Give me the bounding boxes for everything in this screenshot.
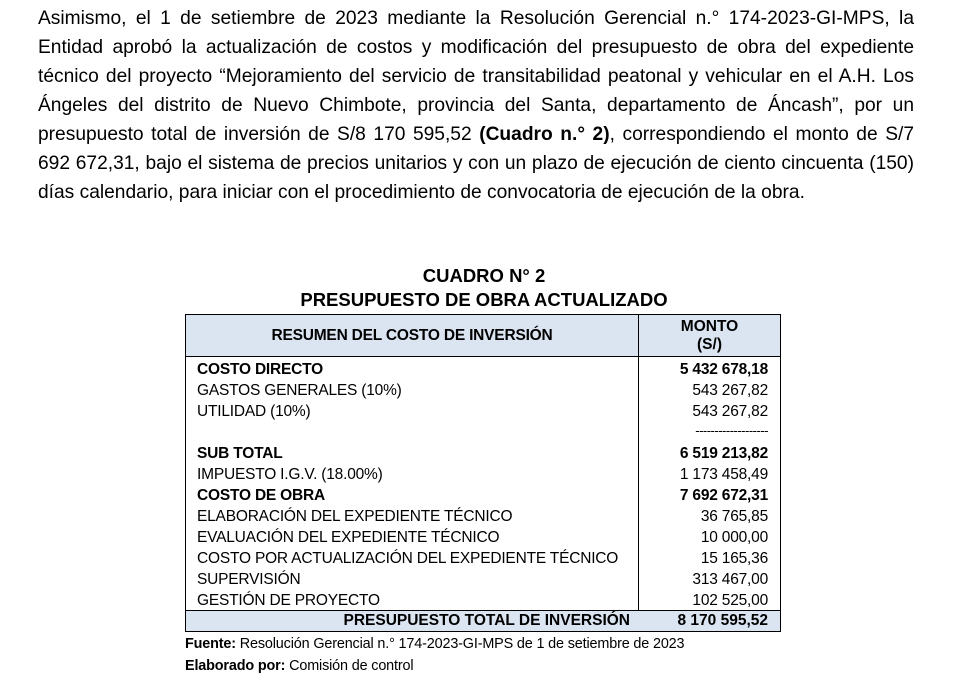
- row-value: 7 692 672,31: [679, 487, 768, 504]
- source-text: Resolución Gerencial n.° 174-2023-GI-MPS de 1 de setiembre de 2023: [235, 636, 685, 652]
- row-value: 5 432 678,18: [679, 361, 768, 378]
- row-label: EVALUACIÓN DEL EXPEDIENTE TÉCNICO: [197, 529, 500, 546]
- row-label: COSTO DIRECTO: [197, 361, 324, 378]
- row-value: 15 165,36: [700, 550, 768, 567]
- body-paragraph: [38, 4, 914, 207]
- row-label: COSTO POR ACTUALIZACIÓN DEL EXPEDIENTE TÉCNICO: [197, 550, 619, 567]
- cuadro-title: CUADRO N° 2: [422, 265, 546, 286]
- row-label: GASTOS GENERALES (10%): [197, 382, 402, 399]
- table-row: [186, 380, 780, 401]
- author-label: Elaborado por:: [185, 658, 286, 674]
- total-row: [186, 610, 780, 631]
- table-row: [186, 464, 780, 485]
- table-row: [186, 401, 780, 422]
- table-row: [186, 590, 780, 611]
- separator-row: [186, 423, 780, 439]
- budget-table: [185, 314, 781, 632]
- row-label: IMPUESTO I.G.V. (18.00%): [197, 466, 383, 483]
- header-amount-line1: MONTO: [680, 318, 739, 335]
- cuadro-subtitle: PRESUPUESTO DE OBRA ACTUALIZADO: [300, 289, 668, 310]
- row-value: 6 519 213,82: [679, 445, 768, 462]
- table-row: [186, 443, 780, 464]
- table-row: [186, 506, 780, 527]
- table-row: [186, 569, 780, 590]
- paragraph-cuadro-reference: (Cuadro n.° 2): [479, 124, 610, 145]
- paragraph-text-part1: Asimismo, el 1 de setiembre de 2023 mediante la Resolución Gerencial n.° 174-2023-GI-MPS, la Entidad aprobó la actualización de costos y modificación del presupuesto de obra del expediente técnico del proyecto “Mejoramiento del servicio de transitabilidad peatonal y vehicular en el A.H. Los Ángeles del distrito de Nuevo Chimbote, provincia del Santa, departamento de Áncash”, por un presupuesto total de inversión de S/8 170 595,52: [38, 8, 914, 145]
- row-value: 543 267,82: [692, 382, 768, 399]
- row-label: UTILIDAD (10%): [197, 403, 311, 420]
- row-value: 10 000,00: [700, 529, 768, 546]
- row-value: 102 525,00: [692, 592, 768, 609]
- header-amount-line2: (S/): [697, 336, 722, 353]
- total-label: PRESUPUESTO TOTAL DE INVERSIÓN: [343, 612, 630, 629]
- source-note: [185, 634, 684, 654]
- row-value: 543 267,82: [692, 403, 768, 420]
- dashed-separator: -------------------: [695, 423, 768, 438]
- table-row: [186, 548, 780, 569]
- row-value: 313 467,00: [692, 571, 768, 588]
- header-concept: RESUMEN DEL COSTO DE INVERSIÓN: [271, 326, 553, 344]
- table-row: [186, 527, 780, 548]
- total-value: 8 170 595,52: [677, 612, 768, 629]
- header-amount: [638, 315, 780, 356]
- source-label: Fuente:: [185, 636, 236, 652]
- table-row: [186, 359, 780, 380]
- row-label: ELABORACIÓN DEL EXPEDIENTE TÉCNICO: [197, 508, 513, 525]
- author-text: Comisión de control: [285, 658, 414, 674]
- row-label: SUB TOTAL: [197, 445, 283, 462]
- row-value: 1 173 458,49: [679, 466, 768, 483]
- paragraph-text-part2: , correspondiendo el monto de S/7 692 672,31, bajo el sistema de precios unitarios y con un plazo de ejecución de ciento cincuenta (150) días calendario, para iniciar con el procedimiento de convocatoria de ejecución de la obra.: [38, 124, 914, 203]
- author-note: [185, 656, 413, 676]
- row-label: GESTIÓN DE PROYECTO: [197, 592, 380, 609]
- row-label: SUPERVISIÓN: [197, 571, 301, 588]
- row-label: COSTO DE OBRA: [197, 487, 326, 504]
- row-value: 36 765,85: [700, 508, 768, 525]
- table-row: [186, 485, 780, 506]
- table-header: [186, 315, 780, 357]
